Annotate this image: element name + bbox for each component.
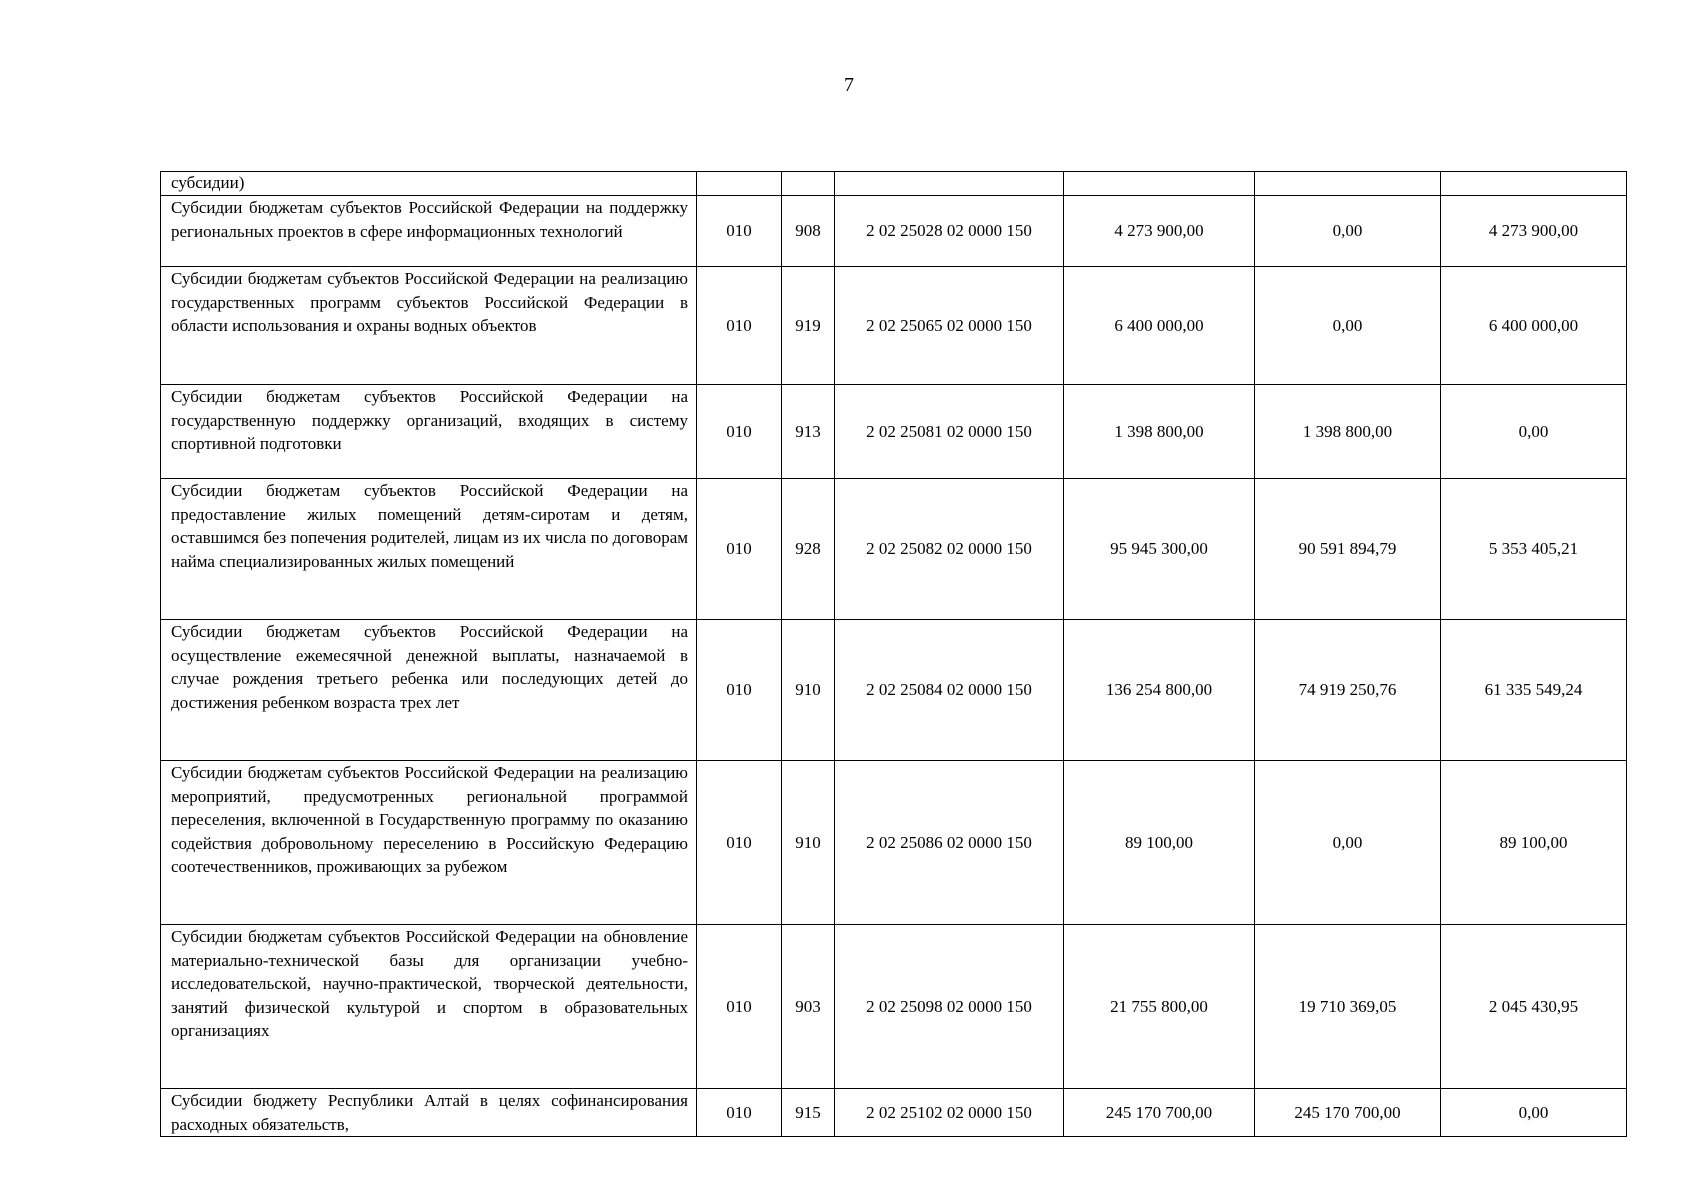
executed-cell: 0,00	[1255, 267, 1441, 385]
code-cell: 010	[697, 479, 782, 620]
admin-cell: 919	[782, 267, 835, 385]
executed-cell: 0,00	[1255, 761, 1441, 925]
table-row	[161, 925, 1627, 1089]
description-cell: Субсидии бюджетам субъектов Российской Федерации на реализацию мероприятий, предусмотренных региональной программой переселения, включенной в Государственную программу по оказанию содействия добровольному переселению в Российскую Федерацию соотечественников, проживающих за рубежом	[161, 761, 697, 925]
executed-cell: 245 170 700,00	[1255, 1089, 1441, 1137]
approved-cell: 1 398 800,00	[1064, 385, 1255, 479]
kbk-cell: 2 02 25081 02 0000 150	[835, 385, 1064, 479]
code-cell: 010	[697, 620, 782, 761]
admin-cell: 928	[782, 479, 835, 620]
kbk-cell: 2 02 25086 02 0000 150	[835, 761, 1064, 925]
kbk-cell: 2 02 25098 02 0000 150	[835, 925, 1064, 1089]
approved-cell: 95 945 300,00	[1064, 479, 1255, 620]
remainder-cell: 0,00	[1441, 1089, 1627, 1137]
remainder-cell: 4 273 900,00	[1441, 196, 1627, 267]
description-cell: Субсидии бюджетам субъектов Российской Федерации на реализацию государственных программ субъектов Российской Федерации в области использования и охраны водных объектов	[161, 267, 697, 385]
remainder-cell: 5 353 405,21	[1441, 479, 1627, 620]
admin-cell: 913	[782, 385, 835, 479]
table-row	[161, 620, 1627, 761]
description-cell: Субсидии бюджету Республики Алтай в целях софинансирования расходных обязательств,	[161, 1089, 697, 1137]
code-cell	[697, 172, 782, 196]
admin-cell	[782, 172, 835, 196]
code-cell: 010	[697, 385, 782, 479]
executed-cell: 19 710 369,05	[1255, 925, 1441, 1089]
code-cell: 010	[697, 196, 782, 267]
admin-cell: 910	[782, 620, 835, 761]
remainder-cell: 6 400 000,00	[1441, 267, 1627, 385]
kbk-cell: 2 02 25084 02 0000 150	[835, 620, 1064, 761]
approved-cell: 6 400 000,00	[1064, 267, 1255, 385]
code-cell: 010	[697, 761, 782, 925]
admin-cell: 910	[782, 761, 835, 925]
executed-cell: 1 398 800,00	[1255, 385, 1441, 479]
executed-cell: 74 919 250,76	[1255, 620, 1441, 761]
remainder-cell	[1441, 172, 1627, 196]
executed-cell	[1255, 172, 1441, 196]
kbk-cell: 2 02 25065 02 0000 150	[835, 267, 1064, 385]
remainder-cell: 89 100,00	[1441, 761, 1627, 925]
kbk-cell: 2 02 25028 02 0000 150	[835, 196, 1064, 267]
approved-cell: 4 273 900,00	[1064, 196, 1255, 267]
table-row	[161, 479, 1627, 620]
description-cell: Субсидии бюджетам субъектов Российской Федерации на осуществление ежемесячной денежной выплаты, назначаемой в случае рождения третьего ребенка или последующих детей до достижения ребенком возраста трех лет	[161, 620, 697, 761]
description-cell: Субсидии бюджетам субъектов Российской Федерации на поддержку региональных проектов в сфере информационных технологий	[161, 196, 697, 267]
description-cell: Субсидии бюджетам субъектов Российской Федерации на предоставление жилых помещений детям-сиротам и детям, оставшимся без попечения родителей, лицам из их числа по договорам найма специализированных жилых помещений	[161, 479, 697, 620]
table-row	[161, 385, 1627, 479]
kbk-cell: 2 02 25082 02 0000 150	[835, 479, 1064, 620]
approved-cell: 136 254 800,00	[1064, 620, 1255, 761]
admin-cell: 915	[782, 1089, 835, 1137]
remainder-cell: 0,00	[1441, 385, 1627, 479]
budget-table	[160, 171, 1627, 1137]
description-cell: Субсидии бюджетам субъектов Российской Федерации на государственную поддержку организаций, входящих в систему спортивной подготовки	[161, 385, 697, 479]
admin-cell: 903	[782, 925, 835, 1089]
executed-cell: 90 591 894,79	[1255, 479, 1441, 620]
approved-cell: 89 100,00	[1064, 761, 1255, 925]
kbk-cell: 2 02 25102 02 0000 150	[835, 1089, 1064, 1137]
code-cell: 010	[697, 925, 782, 1089]
code-cell: 010	[697, 1089, 782, 1137]
table-row	[161, 1089, 1627, 1137]
approved-cell: 21 755 800,00	[1064, 925, 1255, 1089]
table-row	[161, 267, 1627, 385]
admin-cell: 908	[782, 196, 835, 267]
approved-cell	[1064, 172, 1255, 196]
page-number: 7	[844, 74, 854, 96]
table-row	[161, 761, 1627, 925]
executed-cell: 0,00	[1255, 196, 1441, 267]
table-row	[161, 196, 1627, 267]
remainder-cell: 61 335 549,24	[1441, 620, 1627, 761]
description-cell: субсидии)	[161, 172, 697, 196]
kbk-cell	[835, 172, 1064, 196]
code-cell: 010	[697, 267, 782, 385]
description-cell: Субсидии бюджетам субъектов Российской Федерации на обновление материально-технической базы для организации учебно-исследовательской, научно-практической, творческой деятельности, занятий физической культурой и спортом в образовательных организациях	[161, 925, 697, 1089]
approved-cell: 245 170 700,00	[1064, 1089, 1255, 1137]
remainder-cell: 2 045 430,95	[1441, 925, 1627, 1089]
table-row	[161, 172, 1627, 196]
